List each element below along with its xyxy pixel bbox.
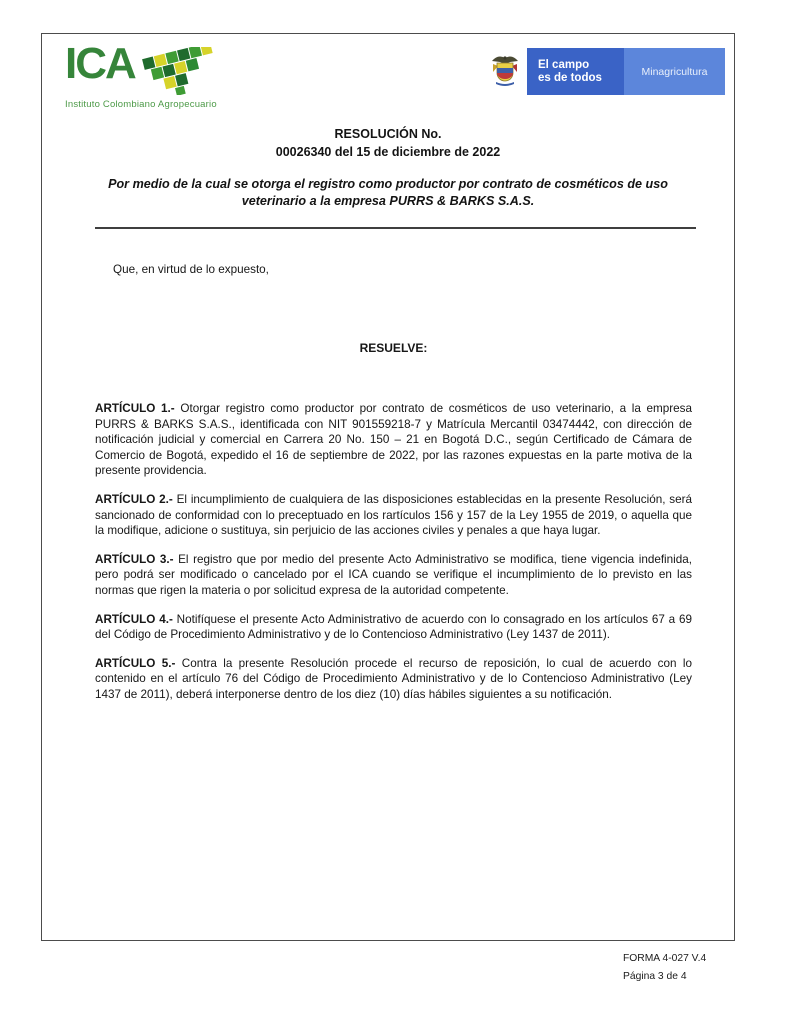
document-header <box>42 34 734 110</box>
page-border-frame <box>41 33 735 941</box>
article-3-label: ARTÍCULO 3.- <box>95 552 174 566</box>
resolution-subject: Por medio de la cual se otorga el registro como productor por contrato de cosméticos de uso veterinario a la empresa PURRS & BARKS S.A.S. <box>108 177 668 208</box>
article-1 <box>95 401 692 479</box>
article-1-label: ARTÍCULO 1.- <box>95 402 175 415</box>
ica-logo <box>65 39 217 110</box>
form-code: FORMA 4-027 V.4 <box>623 953 707 964</box>
minagricultura-logo <box>483 48 725 95</box>
article-4 <box>95 612 692 643</box>
ministry-name: Minagricultura <box>624 48 725 95</box>
resolution-number-date: 00026340 del 15 de diciembre de 2022 <box>275 145 501 159</box>
ica-logo-top <box>65 39 217 95</box>
intro-clause: Que, en virtud de lo expuesto, <box>113 263 269 276</box>
gov-slogan-line2: es de todos <box>538 71 602 84</box>
page-footer <box>623 950 706 985</box>
colombia-coat-of-arms-icon <box>483 48 527 95</box>
ica-checkered-arrow-icon <box>137 47 217 95</box>
ica-logo-name: Instituto Colombiano Agropecuario <box>65 99 217 110</box>
gov-slogan <box>527 48 624 95</box>
resolution-title-line1: RESOLUCIÓN No. <box>334 127 442 141</box>
article-5 <box>95 656 692 703</box>
resolution-body <box>95 262 692 703</box>
article-2-label: ARTÍCULO 2.- <box>95 492 173 506</box>
resolve-heading: RESUELVE: <box>359 341 428 355</box>
page-indicator: Página 3 de 4 <box>623 970 687 982</box>
article-2-text: El incumplimiento de cualquiera de las disposiciones establecidas en la presente Resolución, será sancionado de conformidad con lo preceptuado en los rartículos 156 y 157 de la Ley 1955 de 2019, o aquella que la modifique, adicione o sustituya, sin perjuicio de las acciones civiles y penales a que haya lugar. <box>95 492 693 538</box>
article-5-label: ARTÍCULO 5.- <box>95 656 176 670</box>
article-3 <box>95 552 692 599</box>
articles-section <box>95 401 692 703</box>
ica-logo-acronym: ICA <box>65 39 135 88</box>
resolution-title <box>42 125 734 161</box>
subject-divider-rule <box>95 227 696 229</box>
article-3-text: El registro que por medio del presente Acto Administrativo se modifica, tiene vigencia indefinida, pero podrá ser modificado o cancelado por el ICA cuando se verifique el incumplimiento de lo previsto en las normas que rigen la materia o por solicitud expresa de la autoridad competente. <box>95 552 693 597</box>
gov-slogan-line1: El campo <box>538 59 590 71</box>
article-4-text: Notifíquese el presente Acto Administrativo de acuerdo con lo consagrado en los artículos 67 a 69 del Código de Procedimiento Administrativo y de lo Contencioso Administrativo (Ley 1437 de 2011). <box>95 612 693 642</box>
article-5-text: Contra la presente Resolución procede el recurso de reposición, lo cual de acuerdo con lo contenido en el artículo 76 del Código de Procedimiento Administrativo y de lo Contencioso Administrativo (Ley 1437 de 2011), deberá interponerse dentro de los diez (10) días hábiles siguientes a su notificación. <box>95 656 692 701</box>
article-4-label: ARTÍCULO 4.- <box>95 612 173 626</box>
article-1-text: Otorgar registro como productor por contrato de cosméticos de uso veterinario, a la empresa PURRS & BARKS S.A.S., identificada con NIT 901559218-7 y Matrícula Mercantil 03474442, con dirección de notificación judicial y comercial en Carrera 20 No. 150 – 21 en Bogotá D.C., según Certificado de Cámara de Comercio de Bogotá, expedido el 16 de septiembre de 2022, por las razones expuestas en la parte motiva de la presente providencia. <box>95 402 693 478</box>
article-2 <box>95 492 692 539</box>
